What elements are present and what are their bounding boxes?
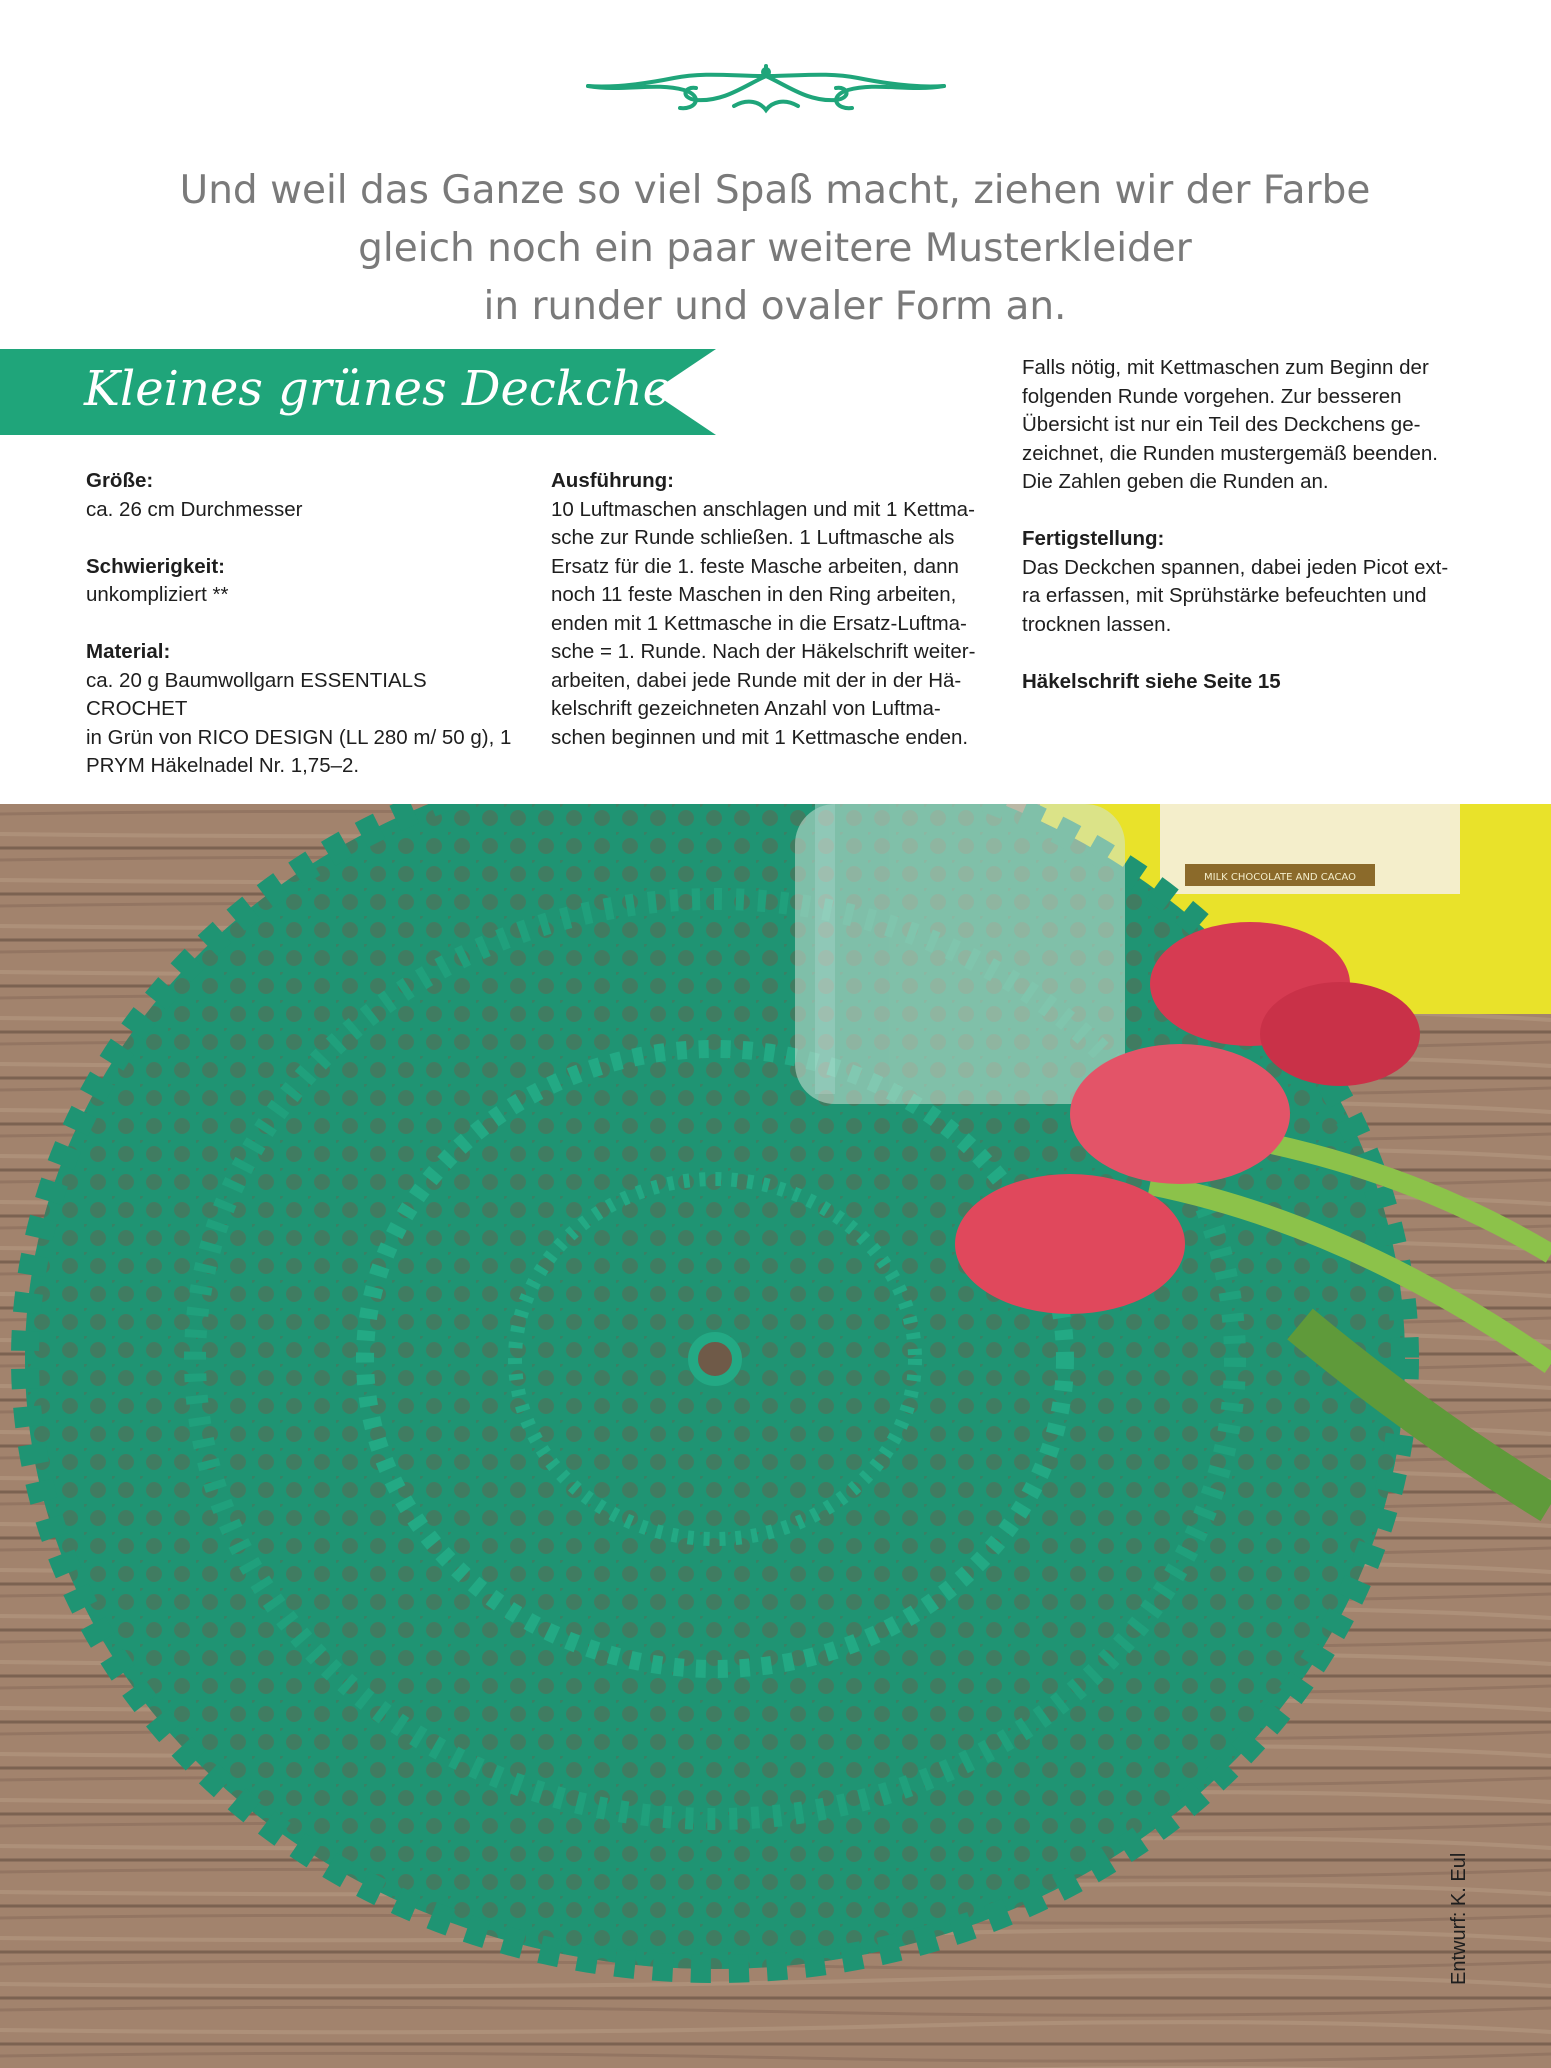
instructions-line: sche zur Runde schließen. 1 Luftmasche als: [551, 526, 955, 549]
size-label: Größe:: [86, 469, 154, 492]
continuation-line: Übersicht ist nur ein Teil des Deckchens ge-: [1022, 413, 1421, 436]
continuation-line: Falls nötig, mit Kettmaschen zum Beginn der: [1022, 356, 1429, 379]
instructions-label: Ausführung:: [551, 469, 674, 492]
instructions-line: Ersatz für die 1. feste Masche arbeiten, dann: [551, 554, 959, 578]
instructions-line: 10 Luftmaschen anschlagen und mit 1 Kettma-: [551, 497, 975, 521]
instructions-line: enden mit 1 Kettmasche in die Ersatz-Luftma-: [551, 611, 967, 635]
finishing-line: ra erfassen, mit Sprühstärke befeuchten und: [1022, 584, 1427, 607]
finishing-line: Das Deckchen spannen, dabei jeden Picot ext-: [1022, 555, 1449, 579]
intro-line: Und weil das Ganze so viel Spaß macht, ziehen wir der Farbe: [179, 168, 1371, 213]
instructions-line: sche = 1. Runde. Nach der Häkelschrift weiter-: [551, 640, 976, 663]
page-title: Kleines grünes Deckchen: [84, 361, 702, 417]
instructions-line: schen beginnen und mit 1 Kettmasche enden.: [551, 725, 969, 749]
finishing-line: trocknen lassen.: [1022, 612, 1172, 636]
intro-line: in runder und ovaler Form an.: [483, 284, 1067, 329]
material-line: PRYM Häkelnadel Nr. 1,75–2.: [86, 754, 360, 777]
title-banner: [0, 349, 725, 435]
size-value: ca. 26 cm Durchmesser: [86, 497, 303, 521]
continuation-line: Die Zahlen geben die Runden an.: [1022, 470, 1329, 493]
material-line: ca. 20 g Baumwollgarn ESSENTIALS CROCHET: [86, 668, 427, 720]
continuation-line: zeichnet, die Runden mustergemäß beenden.: [1022, 441, 1438, 465]
chart-reference: Häkelschrift siehe Seite 15: [1022, 669, 1281, 693]
materials-column: [86, 467, 526, 781]
instructions-line: arbeiten, dabei jede Runde mit der in der Hä-: [551, 668, 962, 692]
ornament-flourish-icon: [584, 62, 948, 124]
instructions-line: kelschrift gezeichneten Anzahl von Luftma-: [551, 697, 941, 720]
intro-text: [150, 162, 1400, 336]
material-label: Material:: [86, 640, 171, 663]
doily-photo: [0, 804, 1551, 2068]
continuation-line: folgenden Runde vorgehen. Zur besseren: [1022, 384, 1402, 408]
glass-vase: [795, 804, 1125, 1104]
design-credit: Entwurf: K. Eul: [1448, 1852, 1470, 1985]
instructions-line: noch 11 feste Maschen in den Ring arbeiten,: [551, 583, 957, 606]
chocolate-box-label: MILK CHOCOLATE AND CACAO: [1204, 872, 1356, 883]
intro-line: gleich noch ein paar weitere Musterkleider: [358, 226, 1192, 271]
material-line: in Grün von RICO DESIGN (LL 280 m/ 50 g), 1: [86, 725, 512, 749]
finishing-column: [1022, 354, 1450, 696]
finishing-label: Fertigstellung:: [1022, 527, 1165, 550]
instructions-column: [551, 467, 982, 752]
photo-illustration: [0, 804, 1551, 2068]
difficulty-value: unkompliziert **: [86, 583, 229, 606]
difficulty-label: Schwierigkeit:: [86, 554, 225, 578]
